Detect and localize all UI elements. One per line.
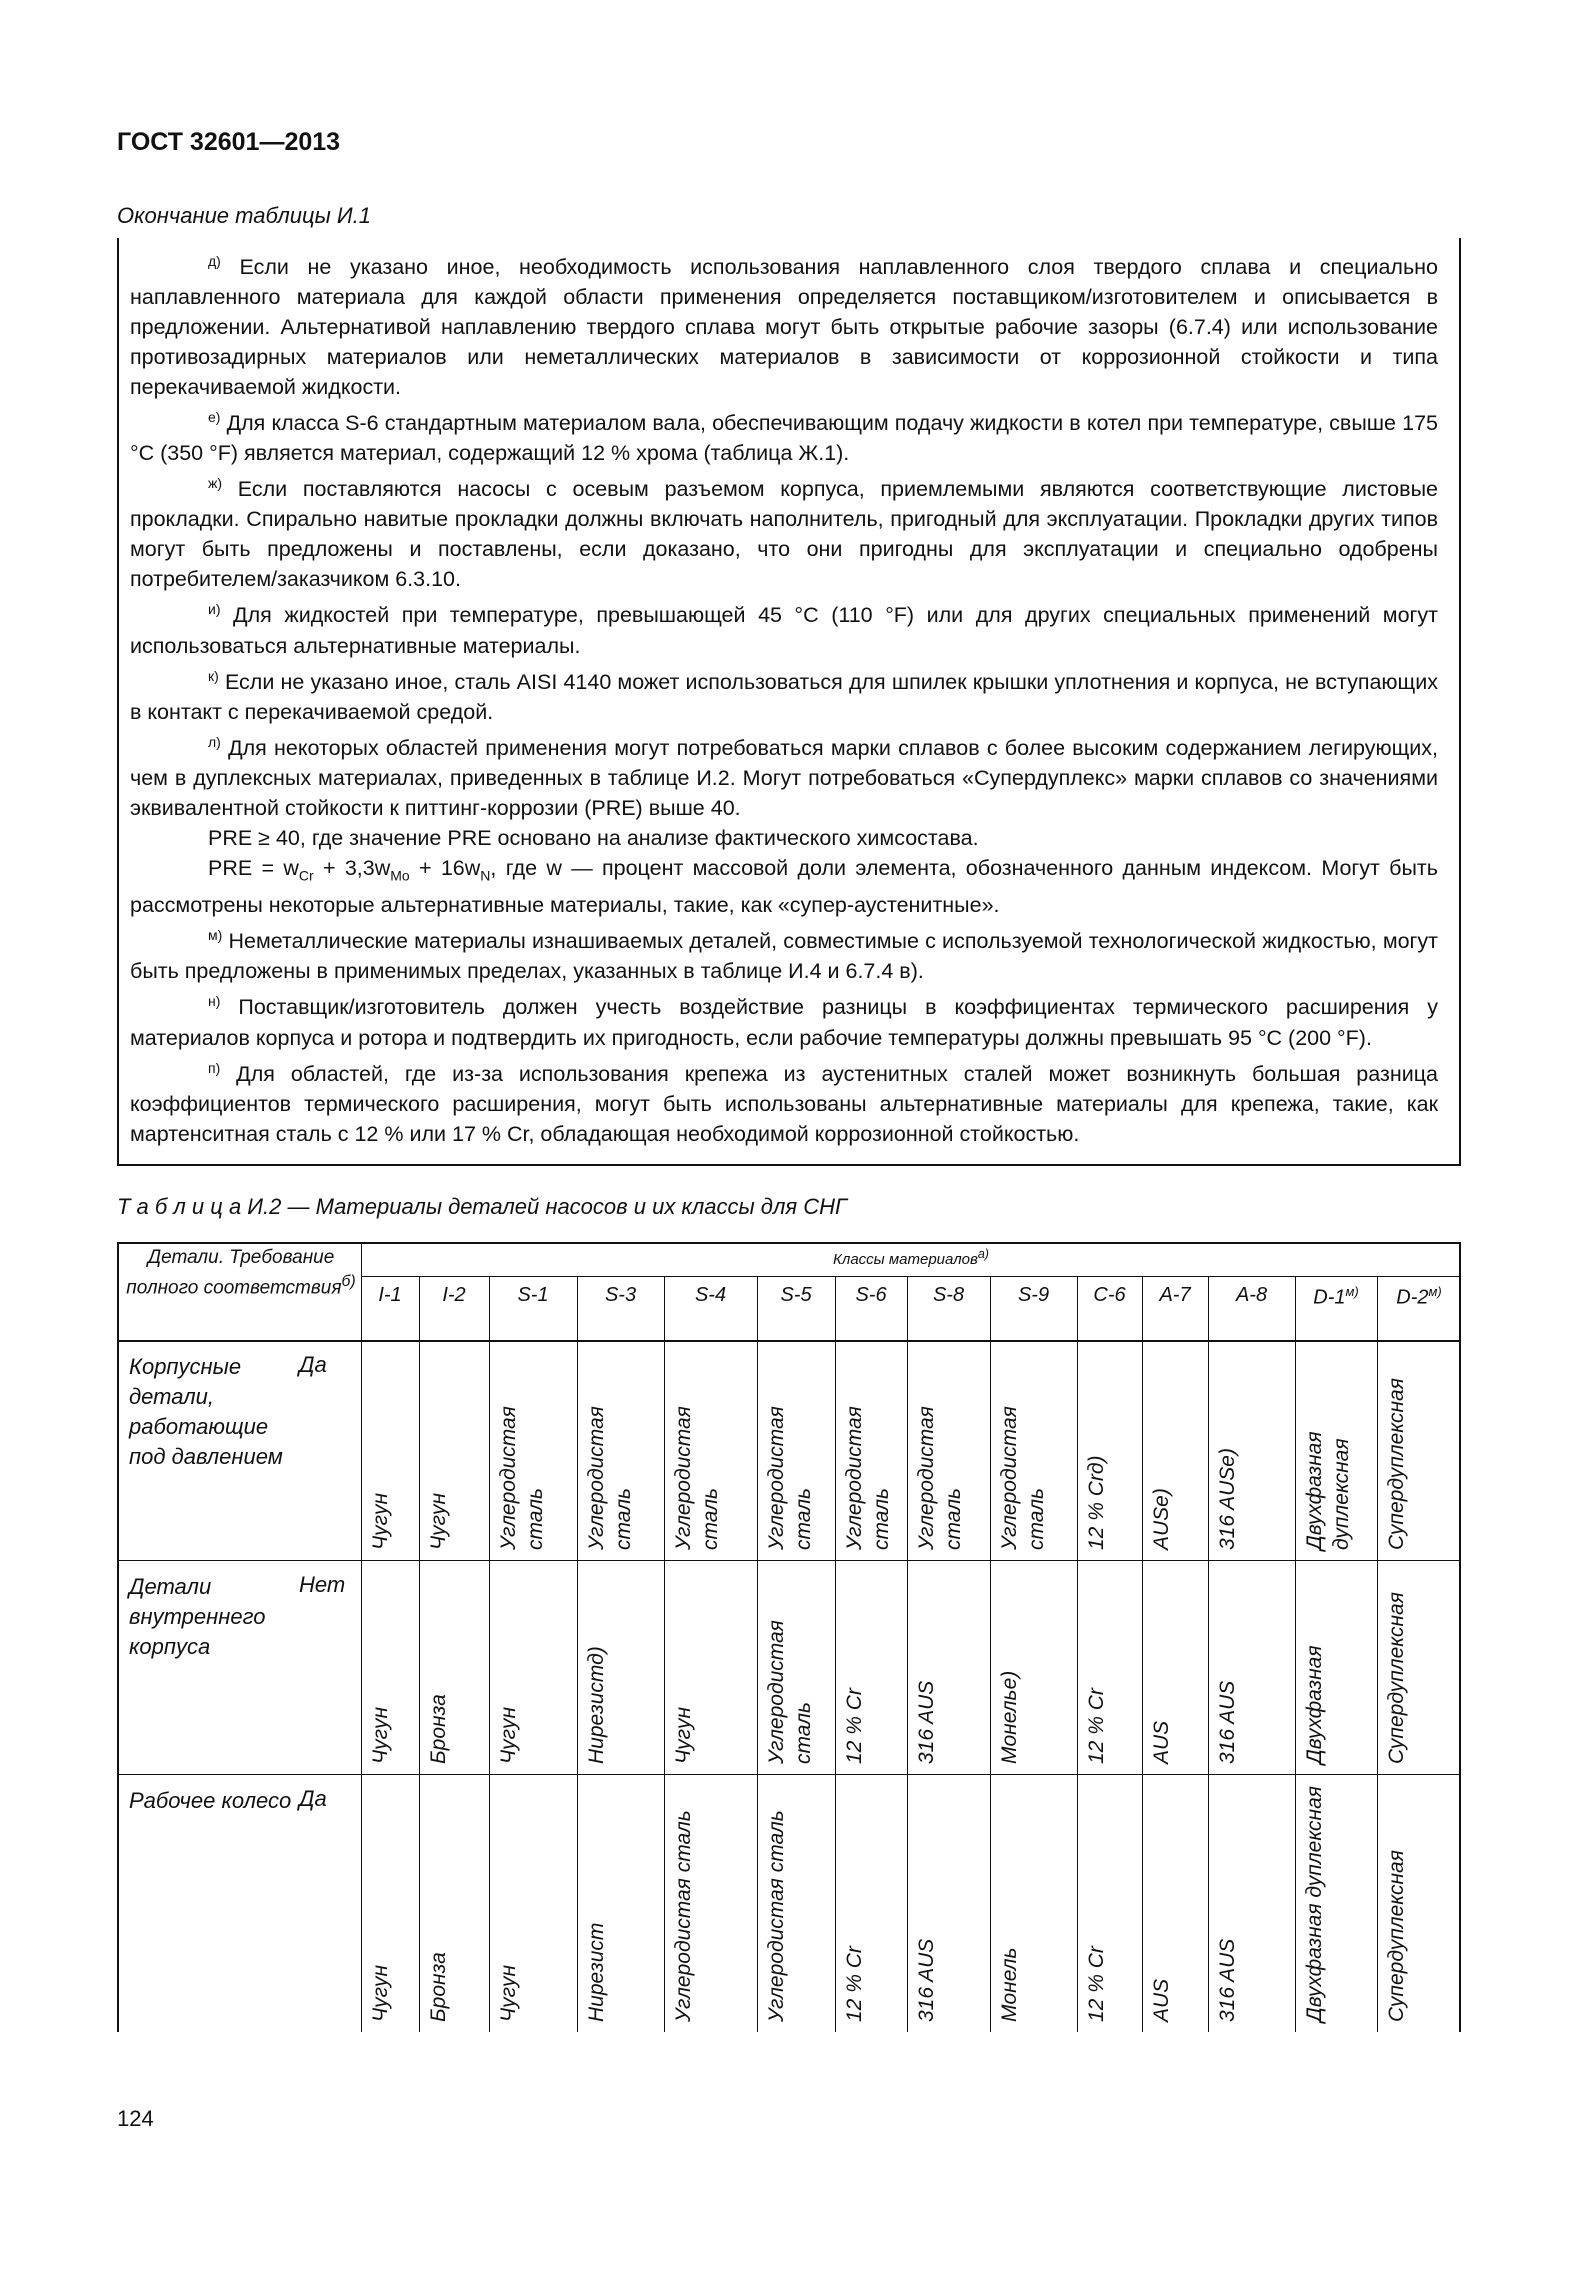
class-header: I-1 [378,1284,402,1306]
row-divider [117,1774,1461,1775]
class-header: S-1 [517,1284,549,1306]
column-divider [1295,1276,1296,2032]
header-bottom-border [117,1340,1461,1342]
material-cell: Двухфазная дуплексная [1303,1431,1353,1550]
material-cell: Двухфазная [1303,1645,1326,1764]
note-e: $^{е)}$ Для класса S-6 стандартным материалом вала, обеспечивающим подачу жидкости в котел при температуре, свыше 175 °С (350 °F) является материал, содержащий 12 % хрома (таблица Ж.1). [130,409,1438,466]
materials-table [117,1242,1461,2032]
material-cell: Чугун [497,1706,520,1764]
material-cell: 316 AUS [1216,1680,1239,1764]
material-cell: AUS [1150,1720,1173,1764]
row-requirement: Да [299,1786,327,1811]
table-caption: Т а б л и ц а И.2 — Материалы деталей насосов и их классы для СНГ [117,1194,847,1219]
material-cell: 12 % Cr [843,1946,866,2022]
column-divider [361,1242,362,2032]
table-top-border [117,1242,1461,1244]
class-header: C-6 [1093,1284,1126,1306]
table-left-border [117,1242,119,2032]
column-divider [757,1276,758,2032]
class-header: $D-1^{м)}$ [1313,1284,1359,1309]
material-cell: Углеродистая сталь [915,1406,965,1550]
material-cell: Супердуплексная [1385,1850,1408,2022]
material-cell: Нирезист [585,1922,608,2022]
class-header: S-3 [604,1284,637,1306]
material-cell: 12 % Cr [1085,1688,1108,1764]
class-header: S-6 [855,1284,887,1306]
class-header: S-5 [780,1284,812,1306]
material-cell: Чугун [672,1706,695,1764]
row-part-name: Корпусные детали, работающие под давлением [129,1354,283,1469]
continuation-caption: Окончание таблицы И.1 [117,203,371,228]
row-requirement: Нет [299,1572,346,1597]
material-cell: Супердуплексная [1385,1378,1408,1550]
pre-formula: PRE = $w_{Cr} + 3,3w_{Mo} + 16w_N$, где w — процент массовой доли элемента, обозначенного данным индексом. Могут быть рассмотрены некоторые альтернативные материалы, такие, как «супер-аустенитные». [130,855,1438,918]
detail-column-header: Детали. Требование полного соответствия$^{б)}$ [126,1247,356,1299]
note-zh: $^{ж)}$ Если поставляются насосы с осевым разъемом корпуса, приемлемыми являются соответствующие листовые прокладки. Спирально навитые прокладки должны включать наполнитель, пригодный для эксплуатации. Прокладки других типов могут быть предложены и поставлены, если доказано, что они пригодны для эксплуатации и специально одобрены потребителем/заказчиком 6.3.10. [130,475,1438,592]
material-cell: 12 % Cr [1085,1946,1108,2022]
classes-header-divider [361,1276,1461,1277]
material-cell: Чугун [427,1492,450,1550]
column-divider [990,1276,991,2032]
material-cell: Чугун [369,1492,392,1550]
note-n: $^{н)}$ Поставщик/изготовитель должен учесть воздействие разницы в коэффициентах термического расширения у материалов корпуса и ротора и подтвердить их пригодность, если рабочие температуры должны превышать 95 °С (200 °F). [130,993,1438,1050]
material-cell: Чугун [369,1964,392,2022]
material-cell: Чугун [369,1706,392,1764]
class-header: S-8 [932,1284,965,1306]
material-cell: Углеродистая сталь [497,1406,547,1550]
material-cell: 316 AUS [1216,1938,1239,2022]
pre-condition: PRE ≥ 40, где значение PRE основано на анализе фактического химсостава. [208,825,979,850]
column-divider [664,1276,665,2032]
material-cell: 316 AUS [915,1680,938,1764]
material-cell: Углеродистая сталь [765,1810,788,2022]
material-cell: Супердуплексная [1385,1592,1408,1764]
material-cell: Чугун [497,1964,520,2022]
material-cell: Углеродистая сталь [765,1620,815,1764]
material-cell: 316 AUSе) [1216,1448,1239,1550]
material-cell: AUS [1150,1978,1173,2022]
row-part-name: Детали внутреннего корпуса [129,1574,266,1659]
classes-header: Классы материалов$^{а)}$ [833,1247,989,1268]
material-cell: Бронза [427,1694,450,1764]
note-p: $^{п)}$ Для областей, где из-за использования крепежа из аустенитных сталей может возникнуть большая разница коэффициентов термического расширения, могут быть использованы альтернативные материалы для крепежа, такие, как мартенситная сталь с 12 % или 17 % Cr, обладающая необходимой коррозионной стойкостью. [130,1059,1438,1146]
material-cell: Двухфазная дуплексная [1303,1786,1326,2022]
note-k: $^{к)}$ Если не указано иное, сталь AISI 4140 может использоваться для шпилек крышки уплотнения и корпуса, не вступающих в контакт с перекачиваемой средой. [130,667,1438,724]
table-notes [130,246,1438,1149]
page-number: 124 [117,2106,154,2131]
note-d: $^{д)}$ Если не указано иное, необходимость использования наплавленного слоя твердого сплава и специально наплавленного материала для каждой области применения определяется поставщиком/изготовителем и описывается в предложении. Альтернативой наплавлению твердого сплава могут быть открытые рабочие зазоры (6.7.4) или использование противозадирных материалов или неметаллических материалов в зависимости от коррозионной стойкости и типа перекачиваемой жидкости. [130,253,1438,400]
note-m: $^{м)}$ Неметаллические материалы изнашиваемых деталей, совместимые с используемой технологической жидкостью, могут быть предложены в применимых пределах, указанных в таблице И.4 и 6.7.4 в). [130,927,1438,984]
material-cell: Углеродистая сталь [843,1406,893,1550]
column-divider [1077,1276,1078,2032]
column-divider [907,1276,908,2032]
material-cell: Бронза [427,1952,450,2022]
column-divider [489,1276,490,2032]
material-cell: Монелье) [998,1670,1021,1764]
material-cell: 12 % Cr [843,1688,866,1764]
note-i: $^{и)}$ Для жидкостей при температуре, превышающей 45 °С (110 °F) или для других специальных применений могут использоваться альтернативные материалы. [130,601,1438,658]
document-header: ГОСТ 32601—2013 [117,128,341,156]
column-divider [1208,1276,1209,2032]
material-cell: 316 AUS [915,1938,938,2022]
material-cell: Углеродистая сталь [672,1406,722,1550]
row-requirement: Да [299,1352,327,1377]
material-cell: Углеродистая сталь [998,1406,1048,1550]
row-part-name: Рабочее колесо [129,1788,292,1813]
class-header: A-7 [1159,1284,1191,1306]
table-right-border [1459,1242,1461,2032]
column-divider [577,1276,578,2032]
material-cell: Нирезистд) [585,1646,608,1764]
material-cell: 12 % Crд) [1085,1455,1108,1550]
material-cell: AUSе) [1150,1488,1173,1550]
column-divider [419,1276,420,2032]
class-header: S-9 [1017,1284,1050,1306]
class-header: S-4 [694,1284,727,1306]
row-divider [117,1560,1461,1561]
material-cell: Углеродистая сталь [672,1810,695,2022]
note-l: $^{л)}$ Для некоторых областей применения могут потребоваться марки сплавов с более высоким содержанием легирующих, чем в дуплексных материалах, приведенных в таблице И.2. Могут потребоваться «Супердуплекс» марки сплавов со значениями эквивалентной стойкости к питтинг-коррозии (PRE) выше 40. [130,733,1438,820]
class-header: $D-2^{м)}$ [1396,1284,1442,1309]
material-cell: Углеродистая сталь [585,1406,635,1550]
column-divider [1377,1276,1378,2032]
column-divider [835,1276,836,2032]
material-cell: Углеродистая сталь [765,1406,815,1550]
class-header: A-8 [1235,1284,1268,1306]
material-cell: Монель [998,1947,1021,2022]
column-divider [1142,1276,1143,2032]
class-header: I-2 [442,1284,466,1306]
